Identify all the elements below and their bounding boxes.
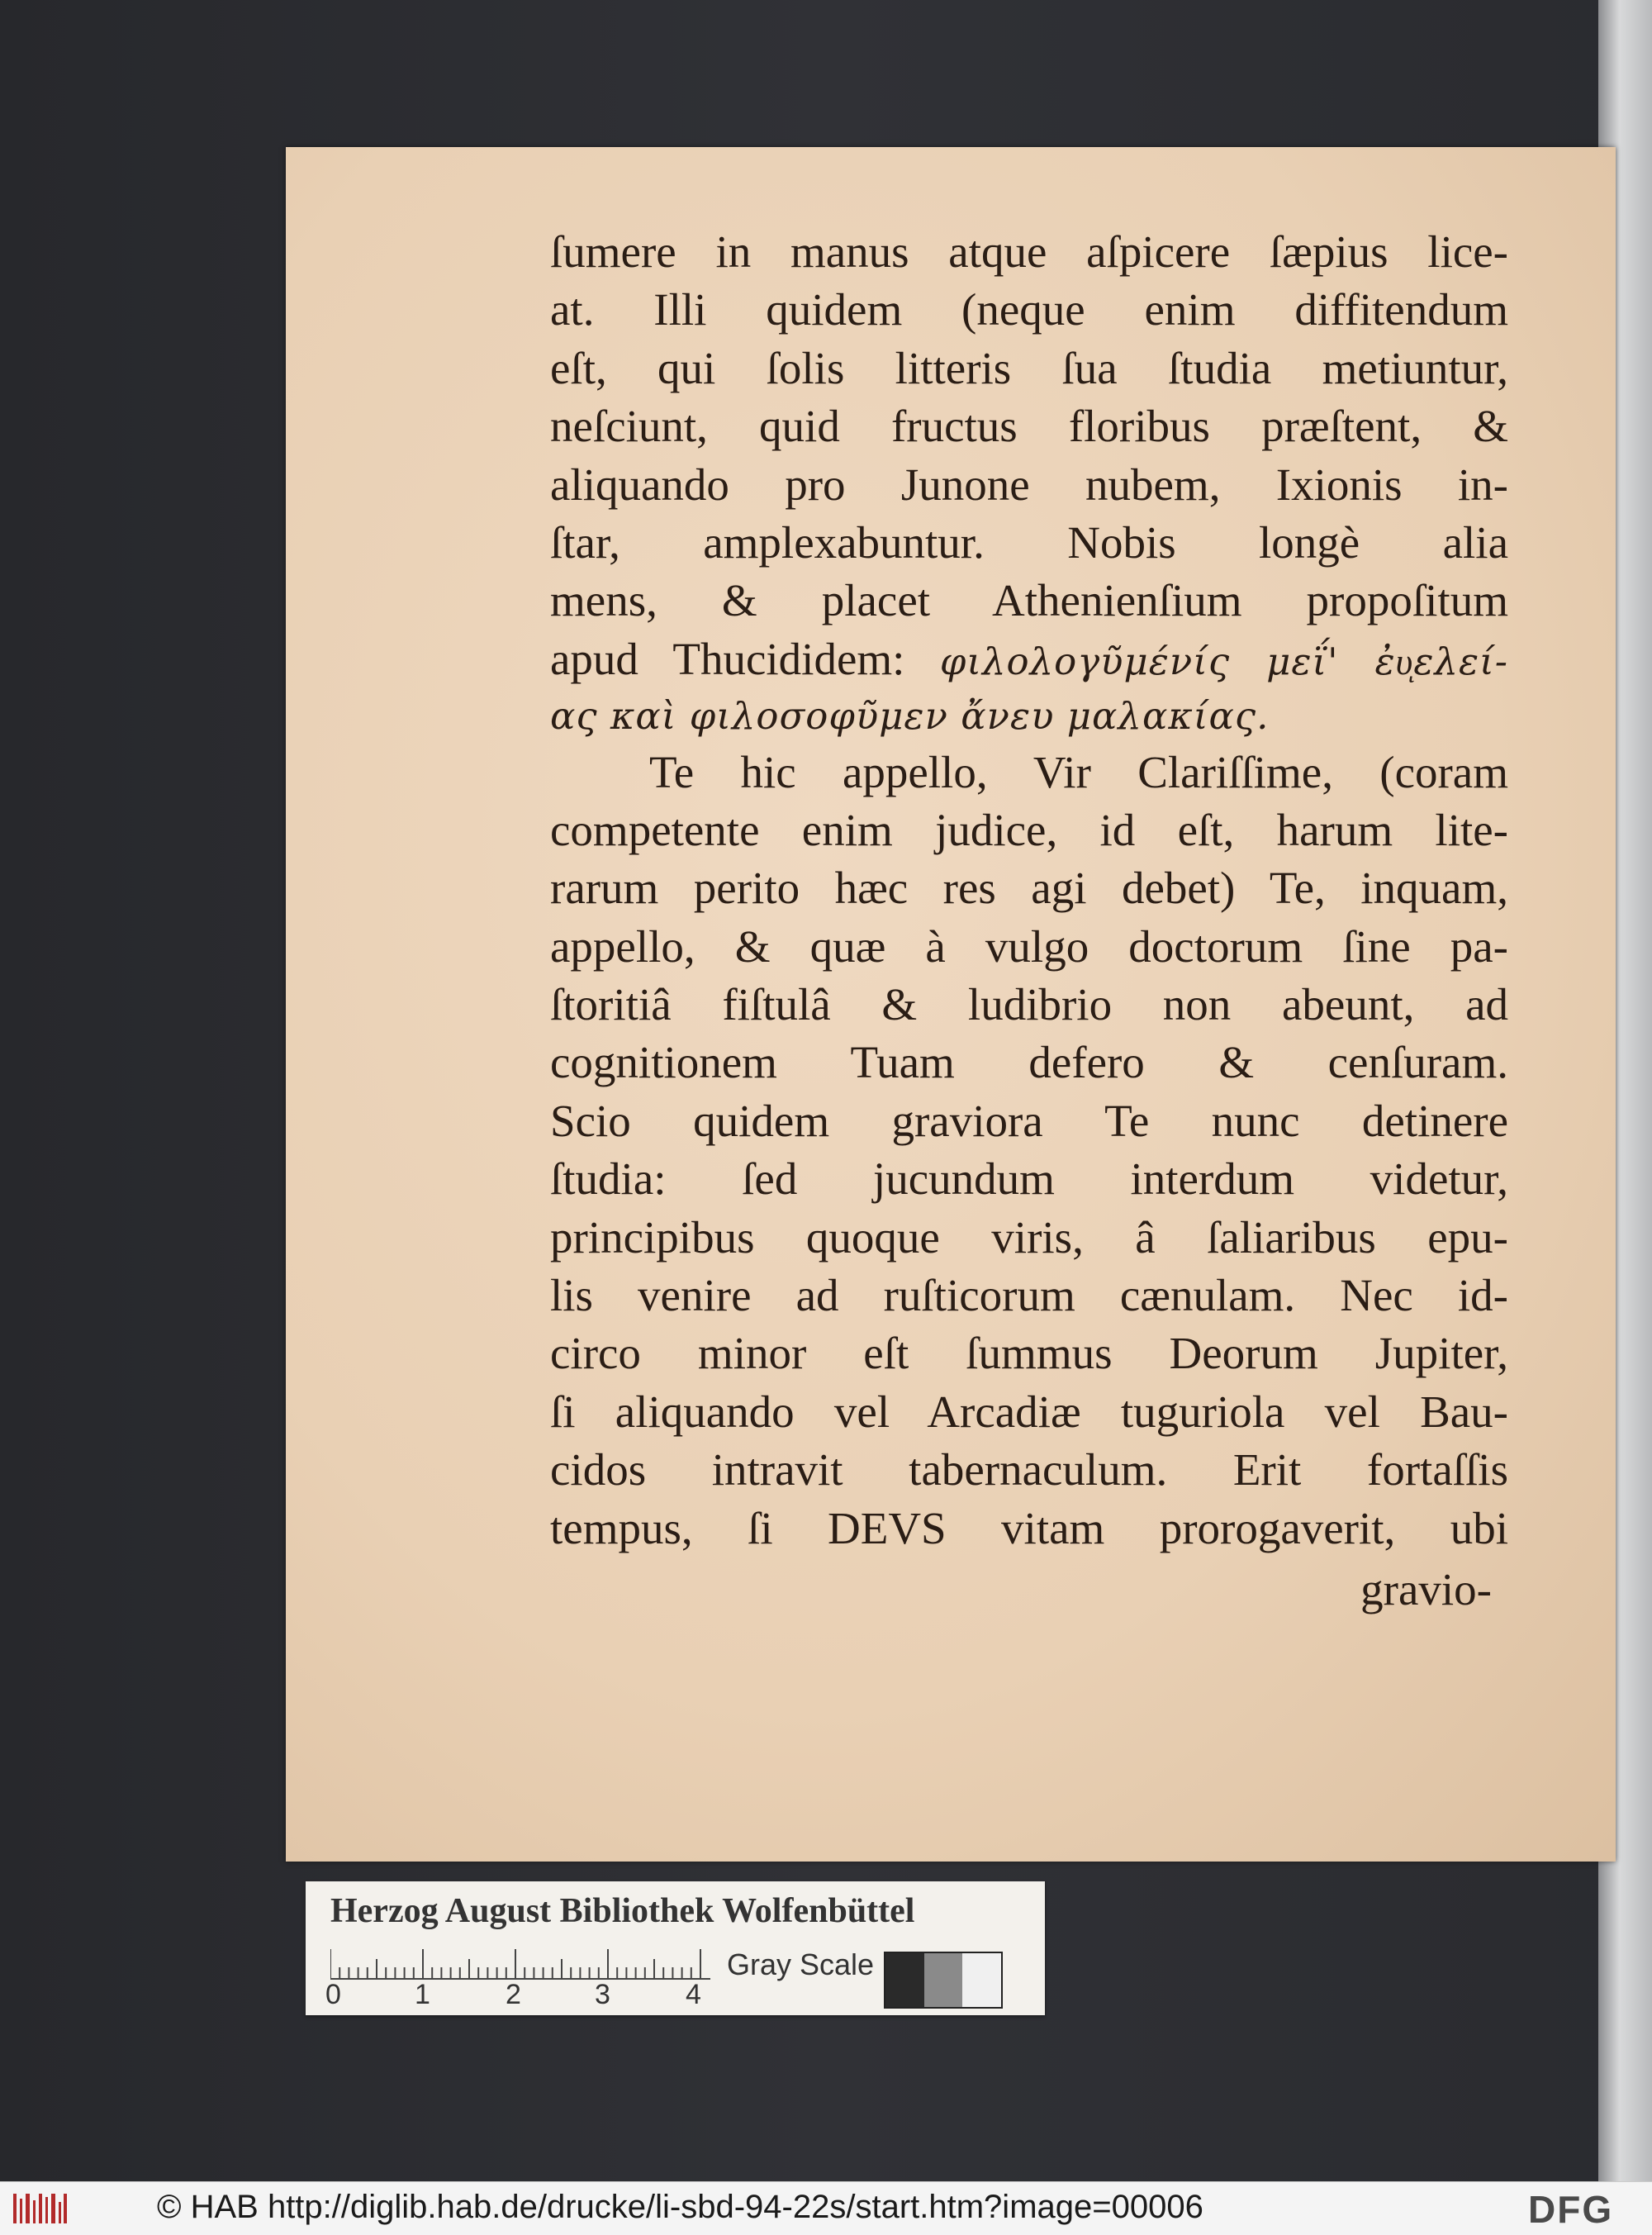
text-line: rarum perito hæc res agi debet) Te, inquam,	[550, 863, 1508, 914]
greek-quote: φιλολογῦμένίς μεΐ' ἐυͅελεί-	[939, 639, 1508, 683]
ruler-number: 1	[415, 1979, 430, 2010]
color-calibration-bar	[306, 1881, 1045, 2015]
gray-scale-label: Gray Scale	[727, 1947, 875, 1981]
text-line: circo minor eſt ſummus Deorum Jupiter,	[550, 1328, 1508, 1379]
text-line-with-greek	[550, 630, 1508, 688]
dfg-logo: DFG	[1528, 2188, 1614, 2231]
hab-barcode-logo-icon	[12, 2190, 69, 2227]
text-line: lis venire ad ruſticorum cænulam. Nec id-	[550, 1270, 1508, 1321]
text-line: eſt, qui ſolis litteris ſua ſtudia metiuntur,	[550, 342, 1508, 393]
text-fragment: apud Thucididem:	[550, 633, 905, 684]
copyright-url[interactable]: © HAB http://diglib.hab.de/drucke/li-sbd-94-22s/start.htm?image=00006	[157, 2189, 1203, 2225]
paragraph-first-line: Te hic appello, Vir Clariſſime, (coram	[649, 746, 1508, 797]
library-name: Herzog August Bibliothek Wolfenbüttel	[330, 1892, 915, 1930]
ruler-number: 2	[506, 1979, 521, 2010]
gray-swatches	[884, 1952, 1003, 2009]
swatch-light	[962, 1953, 1001, 2007]
text-line: Scio quidem graviora Te nunc detinere	[550, 1095, 1508, 1146]
text-line: at. Illi quidem (neque enim diffitendum	[550, 284, 1508, 335]
text-line: ſtoritiâ fiſtulâ & ludibrio non abeunt, ad	[550, 979, 1508, 1030]
text-line: ſtar, amplexabuntur. Nobis longè alia	[550, 516, 1508, 568]
swatch-dark	[885, 1953, 924, 2007]
text-line: aliquando pro Junone nubem, Ixionis in-	[550, 459, 1508, 510]
greek-line	[550, 685, 1508, 743]
text-line: competente enim judice, id eſt, harum lite-	[550, 804, 1508, 855]
text-line: neſciunt, quid fructus floribus præſtent, &	[550, 401, 1508, 452]
greek-quote: ας καὶ φιλοσοφῦμεν ἄνευ μαλακίας.	[550, 694, 1270, 739]
text-line: cognitionem Tuam defero & cenſuram.	[550, 1037, 1508, 1088]
text-line: mens, & placet Athenienſium propoſitum	[550, 575, 1508, 626]
text-line: ſi aliquando vel Arcadiæ tuguriola vel Bau-	[550, 1386, 1508, 1437]
text-line: appello, & quæ à vulgo doctorum ſine pa-	[550, 920, 1508, 972]
page-text	[550, 223, 1508, 1619]
catchword: gravio-	[1360, 1563, 1492, 1614]
text-line: cidos intravit tabernaculum. Erit fortaſſis	[550, 1444, 1508, 1496]
text-line: principibus quoque viris, â ſaliaribus epu-	[550, 1211, 1508, 1263]
ruler-numbers	[325, 1979, 755, 2012]
viewer-footer	[0, 2181, 1652, 2235]
ruler-number: 0	[325, 1979, 341, 2010]
swatch-mid	[924, 1953, 963, 2007]
ruler-number: 4	[686, 1979, 701, 2010]
text-line: ſtudia: ſed jucundum interdum videtur,	[550, 1153, 1508, 1205]
text-line: ſumere in manus atque aſpicere ſæpius lice-	[550, 226, 1508, 277]
ruler-number: 3	[595, 1979, 610, 2010]
text-line: tempus, ſi DEVS vitam prorogaverit, ubi	[550, 1502, 1508, 1553]
